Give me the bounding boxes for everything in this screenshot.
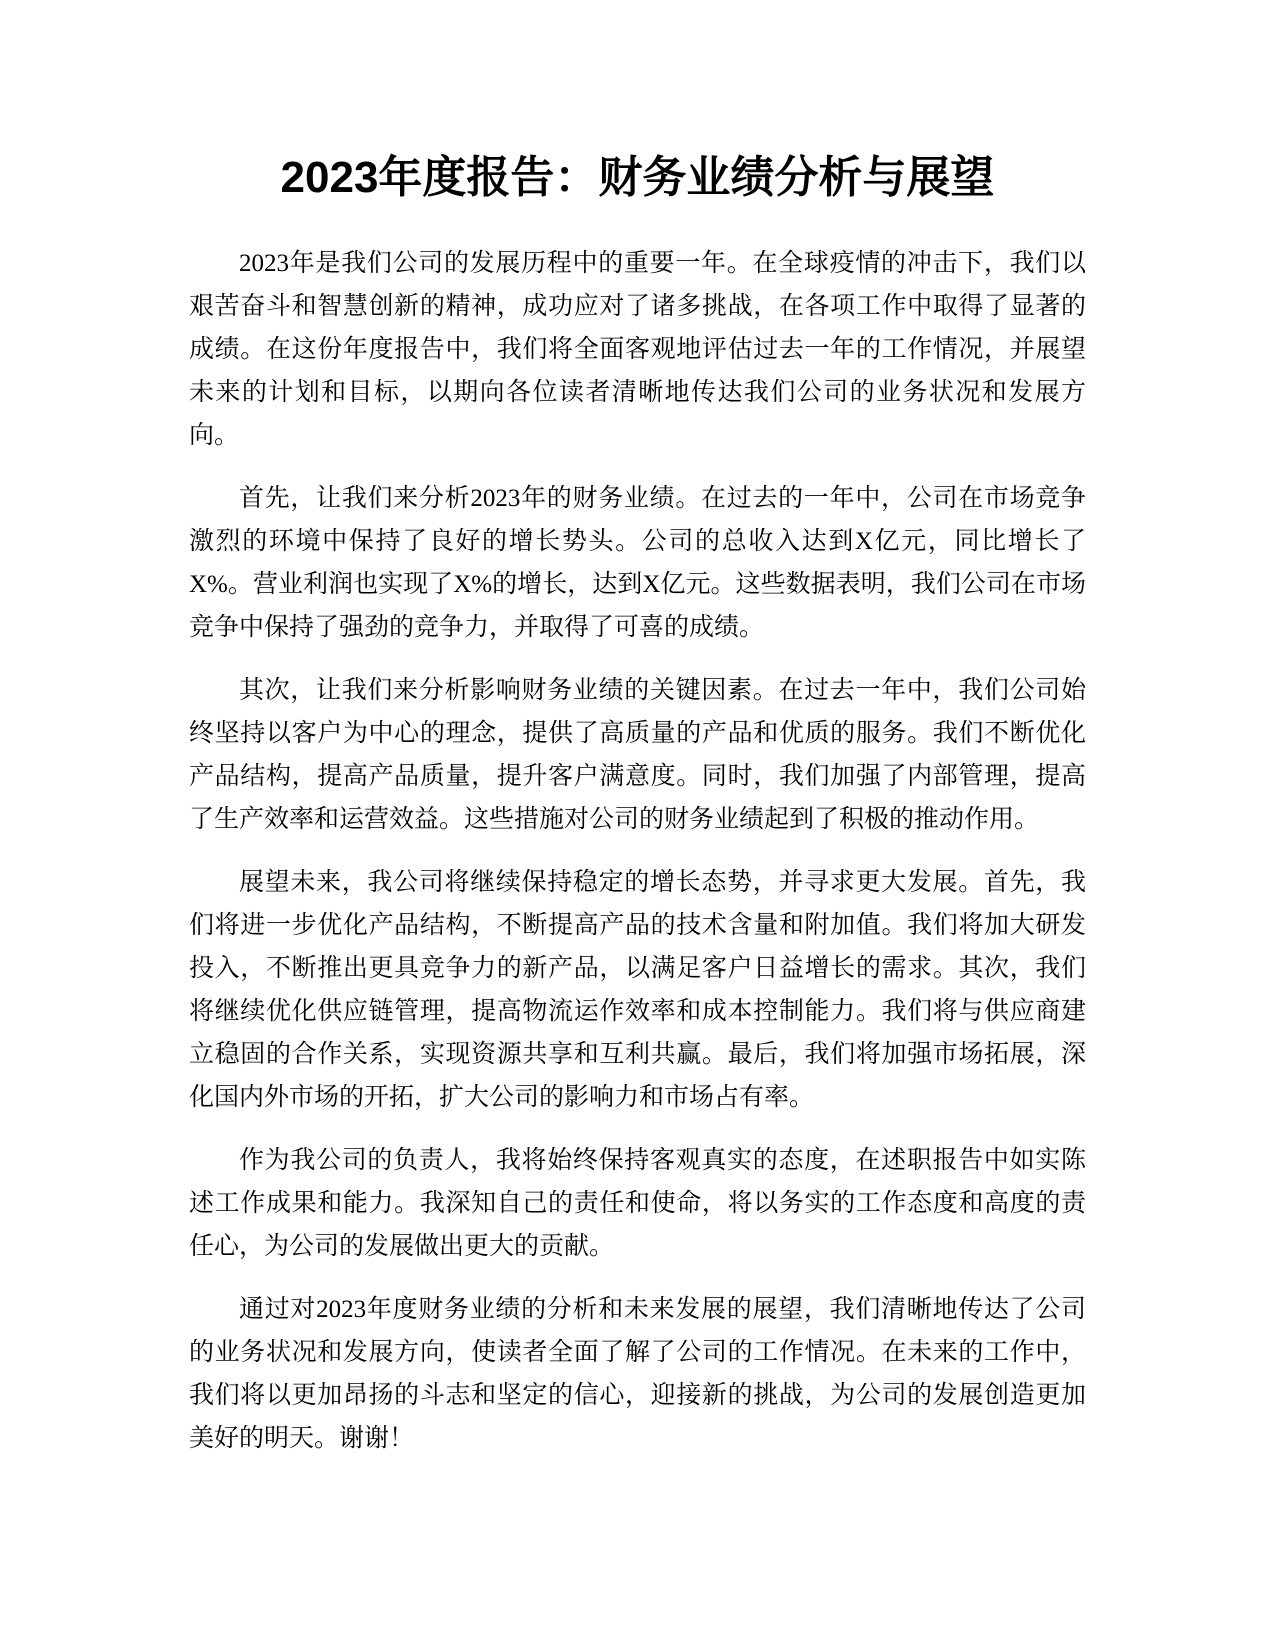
paragraph-financial-performance: 首先，让我们来分析2023年的财务业绩。在过去的一年中，公司在市场竞争激烈的环境中保持了良好的增长势头。公司的总收入达到X亿元，同比增长了X%。营业利润也实现了X%的增长，达到X亿元。这些数据表明，我们公司在市场竞争中保持了强劲的竞争力，并取得了可喜的成绩。 — [189, 485, 1086, 641]
document-body — [189, 242, 1086, 1480]
paragraph-outlook: 展望未来，我公司将继续保持稳定的增长态势，并寻求更大发展。首先，我们将进一步优化产品结构，不断提高产品的技术含量和附加值。我们将加大研发投入，不断推出更具竞争力的新产品，以满足客户日益增长的需求。其次，我们将继续优化供应链管理，提高物流运作效率和成本控制能力。我们将与供应商建立稳固的合作关系，实现资源共享和互利共赢。最后，我们将加强市场拓展，深化国内外市场的开拓，扩大公司的影响力和市场占有率。 — [189, 869, 1086, 1111]
paragraph-responsibility: 作为我公司的负责人，我将始终保持客观真实的态度，在述职报告中如实陈述工作成果和能力。我深知自己的责任和使命，将以务实的工作态度和高度的责任心，为公司的发展做出更大的贡献。 — [189, 1147, 1086, 1260]
paragraph-key-factors: 其次，让我们来分析影响财务业绩的关键因素。在过去一年中，我们公司始终坚持以客户为中心的理念，提供了高质量的产品和优质的服务。我们不断优化产品结构，提高产品质量，提升客户满意度。同时，我们加强了内部管理，提高了生产效率和运营效益。这些措施对公司的财务业绩起到了积极的推动作用。 — [189, 677, 1086, 833]
paragraph-intro: 2023年是我们公司的发展历程中的重要一年。在全球疫情的冲击下，我们以艰苦奋斗和智慧创新的精神，成功应对了诸多挑战，在各项工作中取得了显著的成绩。在这份年度报告中，我们将全面客观地评估过去一年的工作情况，并展望未来的计划和目标，以期向各位读者清晰地传达我们公司的业务状况和发展方向。 — [189, 250, 1086, 449]
paragraph-conclusion: 通过对2023年度财务业绩的分析和未来发展的展望，我们清晰地传达了公司的业务状况和发展方向，使读者全面了解了公司的工作情况。在未来的工作中，我们将以更加昂扬的斗志和坚定的信心，迎接新的挑战，为公司的发展创造更加美好的明天。谢谢！ — [189, 1296, 1086, 1452]
document-title: 2023年度报告：财务业绩分析与展望 — [280, 153, 995, 202]
